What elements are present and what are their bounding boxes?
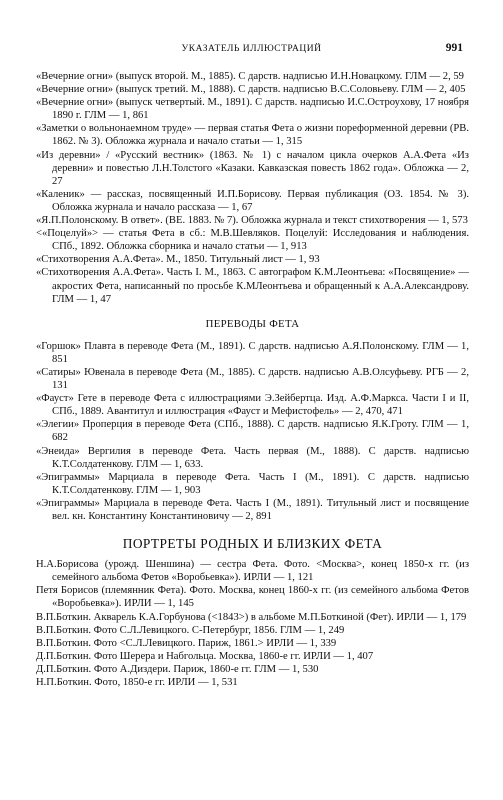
section-heading: ПЕРЕВОДЫ ФЕТА (205, 317, 300, 330)
index-entry: «Эпиграммы» Марциала в переводе Фета. Часть I (М., 1891). С дарств. надписью К.Т.Солдатенкову. ГЛМ — 1, 903 (36, 471, 469, 496)
index-entry: «Вечерние огни» (выпуск третий. М., 1888). С дарств. надписью В.С.Соловьеву. ГЛМ — 2, 405 (36, 84, 466, 96)
section-heading: ПОРТРЕТЫ РОДНЫХ И БЛИЗКИХ ФЕТА (122, 536, 383, 552)
document-body (36, 70, 469, 689)
index-entry: «Заметки о вольнонаемном труде» — первая статья Фета о жизни пореформенной деревни (РВ. 1862. № 3). Обложка журнала и начало статьи — 1, 315 (36, 123, 469, 148)
index-entry: «Вечерние огни» (выпуск четвертый. М., 1891). С дарств. надписью И.С.Остроухову, 17 ноября 1890 г. ГЛМ — 1, 861 (36, 97, 469, 122)
index-entry: Д.П.Боткин. Фото А.Диздери. Париж, 1860-е гг. ГЛМ — 1, 530 (36, 663, 319, 675)
index-entry: Петя Борисов (племянник Фета). Фото. Москва, конец 1860-х гг. (из семейного альбома Фетов «Воробьевка»). ИРЛИ — 1, 145 (36, 585, 469, 610)
running-title: УКАЗАТЕЛЬ ИЛЛЮСТРАЦИЙ (181, 44, 322, 54)
index-entry: В.П.Боткин. Акварель К.А.Горбунова (<1843>) в альбоме М.П.Боткиной (Фет). ИРЛИ — 1, 179 (36, 611, 467, 623)
index-entry: <«Поцелуй»> — статья Фета в сб.: М.В.Шевляков. Поцелуй: Исследования и наблюдения. СПб., 1892. Обложка сборника и начало статьи — 1, 913 (36, 228, 469, 253)
index-entry: В.П.Боткин. Фото С.Л.Левицкого. С-Петербург, 1856. ГЛМ — 1, 249 (36, 624, 345, 636)
index-entry: «Фауст» Гете в переводе Фета с иллюстрациями Э.Зейбертца. Изд. А.Ф.Маркса. Части I и II, СПб., 1889. Авантитул и иллюстрация «Фауст и Мефистофель» — 2, 470, 471 (36, 393, 469, 418)
index-entry: «Энеида» Вергилия в переводе Фета. Часть первая (М., 1888). С дарств. надписью К.Т.Солдатенкову. ГЛМ — 1, 633. (36, 445, 469, 470)
index-entry: Н.П.Боткин. Фото, 1850-е гг. ИРЛИ — 1, 531 (36, 677, 238, 689)
running-head (0, 42, 503, 58)
index-entry: «Из деревни» / «Русский вестник» (1863. № 1) с началом цикла очерков А.А.Фета «Из деревни» и повестью Л.Н.Толстого «Казаки. Кавказская повесть 1862 года». Обложка — 2, 27 (36, 149, 469, 187)
index-entry: «Горшок» Плавта в переводе Фета (М., 1891). С дарств. надписью А.Я.Полонскому. ГЛМ — 1, 851 (36, 340, 469, 365)
index-entry: В.П.Боткин. Фото <С.Л.Левицкого. Париж, 1861.> ИРЛИ — 1, 339 (36, 637, 337, 649)
index-entry: «Каленик» — рассказ, посвященный И.П.Борисову. Первая публикация (ОЗ. 1854. № 3). Обложка журнала и начало рассказа — 1, 67 (36, 188, 469, 213)
entry-list (36, 70, 469, 306)
entry-list (36, 340, 469, 523)
page-number: 991 (445, 42, 463, 54)
index-entry: «Эпиграммы» Марциала в переводе Фета. Часть I (М., 1891). Титульный лист и посвящение вел. кн. Константину Константиновичу — 2, 891 (36, 497, 469, 522)
index-entry: «Элегии» Проперция в переводе Фета (СПб., 1888). С дарств. надписью Я.К.Гроту. ГЛМ — 1, 682 (36, 419, 469, 444)
entry-list (36, 558, 469, 689)
index-entry: «Стихотворения А.А.Фета». Часть I. М., 1863. С автографом К.М.Леонтьева: «Посвящение» — акростих Фета, написанный по просьбе К.МЛеонтьева и обращенный к А.А.Александрову. ГЛМ — 1, 47 (36, 267, 469, 305)
index-entry: Д.П.Боткин. Фото Шерера и Набгольца. Москва, 1860-е гг. ИРЛИ — 1, 407 (36, 650, 374, 662)
index-entry: «Я.П.Полонскому. В ответ». (ВЕ. 1883. № 7). Обложка журнала и текст стихотворения — 1, 573 (36, 215, 468, 227)
index-entry: Н.А.Борисова (урожд. Шеншина) — сестра Фета. Фото. <Москва>, конец 1850-х гг. (из семейного альбома Фетов «Воробьевка»). ИРЛИ — 1, 121 (36, 559, 469, 584)
index-entry: «Сатиры» Ювенала в переводе Фета (М., 1885). С дарств. надписью А.В.Олсуфьеву. РГБ — 2, 131 (36, 366, 469, 392)
index-entry: «Стихотворения А.А.Фета». М., 1850. Титульный лист — 1, 93 (36, 254, 320, 266)
index-entry: «Вечерние огни» (выпуск второй. М., 1885). С дарств. надписью И.Н.Новацкому. ГЛМ — 2, 59 (36, 71, 464, 82)
